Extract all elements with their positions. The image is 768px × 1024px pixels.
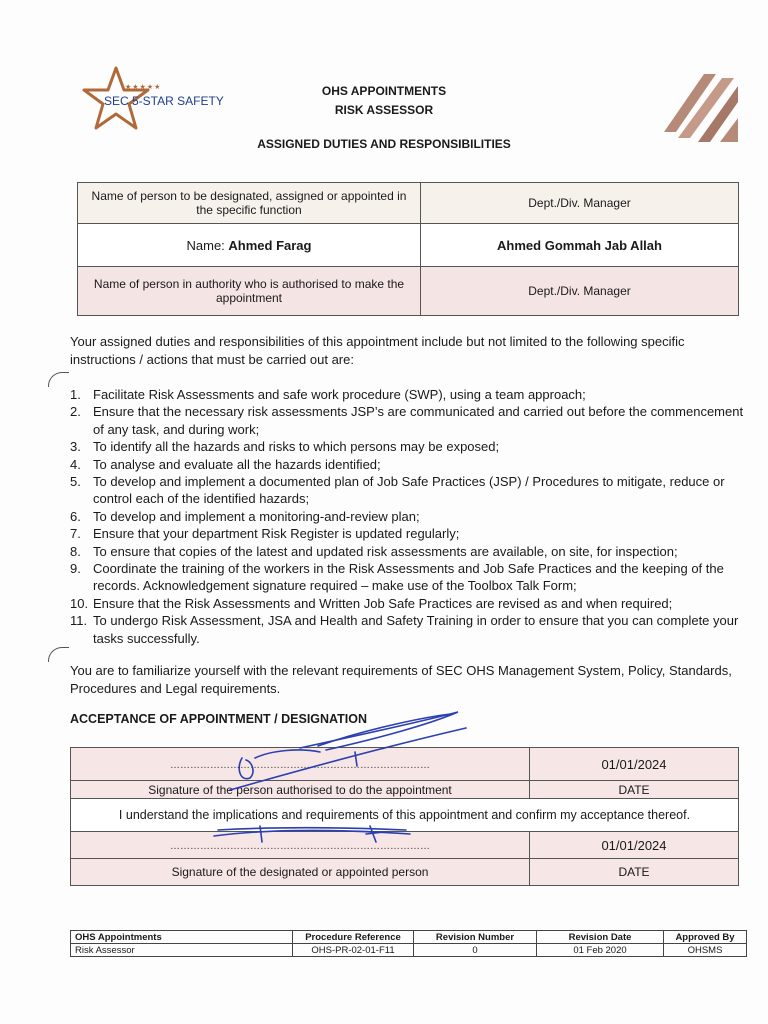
- duty-number: 1.: [70, 387, 81, 402]
- duty-number: 6.: [70, 508, 81, 524]
- duty-text: To develop and implement a monitoring-and-review plan;: [93, 508, 420, 524]
- authoriser-date: 01/01/2024: [530, 748, 739, 781]
- duty-item: [70, 508, 748, 525]
- authority-label: Name of person in authority who is authorised to make the appointment: [78, 267, 421, 316]
- duties-list: [70, 386, 748, 647]
- doc-subtitle: ASSIGNED DUTIES AND RESPONSIBILITIES: [257, 137, 511, 151]
- footer-value-cell: OHS-PR-02-01-F11: [293, 944, 414, 957]
- appointee-signature-label: Signature of the designated or appointed person: [71, 859, 530, 886]
- duty-number: 5.: [70, 474, 81, 490]
- familiarize-paragraph: You are to familiarize yourself with the relevant requirements of SEC OHS Management System, Policy, Standards, Procedures and Legal requirements.: [70, 663, 732, 696]
- corner-stripes-logo-icon: [664, 72, 738, 144]
- acceptance-heading: ACCEPTANCE OF APPOINTMENT / DESIGNATION: [70, 712, 367, 726]
- duty-item: [70, 525, 748, 542]
- footer-value-cell: 0: [414, 944, 537, 957]
- duty-text: Ensure that the Risk Assessments and Written Job Safe Practices are revised as and when required;: [93, 595, 673, 611]
- manager-name: Ahmed Gommah Jab Allah: [421, 224, 739, 267]
- date-label: DATE: [530, 859, 739, 886]
- footer-header-cell: Approved By: [664, 931, 747, 944]
- duty-text: To identify all the hazards and risks to which persons may be exposed;: [93, 439, 500, 455]
- logo-stars: ★★★★★: [125, 84, 162, 91]
- designated-name: Ahmed Farag: [228, 237, 312, 253]
- designated-name-cell: [78, 224, 421, 267]
- intro-paragraph: Your assigned duties and responsibilities of this appointment include but not limited to the following specific instructions / actions that must be carried out are:: [70, 334, 685, 367]
- designated-dept: Dept./Div. Manager: [421, 183, 739, 224]
- duty-number: 3.: [70, 439, 81, 455]
- appointment-table: [77, 182, 739, 316]
- footer-value-cell: OHSMS: [664, 944, 747, 957]
- duty-text: Coordinate the training of the workers in the Risk Assessments and Job Safe Practices and the keeping of the records. Acknowledgement signature required – make use of the Toolbox Talk Form;: [93, 561, 724, 594]
- date-label: DATE: [530, 781, 739, 799]
- doc-role: RISK ASSESSOR: [334, 103, 434, 117]
- authoriser-signature-label: Signature of the person authorised to do the appointment: [71, 781, 530, 799]
- duty-number: 10.: [70, 595, 89, 611]
- duty-text: To undergo Risk Assessment, JSA and Health and Safety Training in order to ensure that you can complete your tasks successfully.: [93, 613, 739, 646]
- appointee-signature-line: ……………………………………………………………………: [71, 832, 530, 859]
- duty-text: Ensure that your department Risk Register is updated regularly;: [93, 526, 460, 542]
- duty-text: Facilitate Risk Assessments and safe work procedure (SWP), using a team approach;: [93, 387, 586, 402]
- footer-header-cell: Revision Number: [414, 931, 537, 944]
- footer-value-cell: Risk Assessor: [71, 944, 293, 957]
- duty-item: [70, 403, 748, 438]
- duty-item: [70, 386, 748, 403]
- duty-number: 11.: [70, 613, 88, 629]
- duty-text: To analyse and evaluate all the hazards identified;: [93, 456, 381, 472]
- duty-item: [70, 595, 748, 612]
- footer-reference-table: [70, 930, 747, 957]
- authority-dept: Dept./Div. Manager: [421, 267, 739, 316]
- doc-title: OHS APPOINTMENTS: [321, 84, 447, 98]
- footer-header-cell: Revision Date: [537, 931, 664, 944]
- acceptance-statement: I understand the implications and requirements of this appointment and confirm my acceptance thereof.: [71, 799, 739, 832]
- designated-label: Name of person to be designated, assigned or appointed in the specific function: [78, 183, 421, 224]
- acceptance-table: [70, 747, 739, 886]
- duty-text: To ensure that copies of the latest and updated risk assessments are available, on site, for inspection;: [93, 543, 678, 559]
- logo-text: SEC 5-STAR SAFETY: [104, 94, 224, 108]
- scan-mark: [48, 647, 69, 662]
- duty-number: 8.: [70, 543, 81, 559]
- footer-header-cell: Procedure Reference: [293, 931, 414, 944]
- duty-item: [70, 560, 748, 595]
- authoriser-signature-line: ……………………………………………………………………: [71, 748, 530, 781]
- duty-text: To develop and implement a documented plan of Job Safe Practices (JSP) / Procedures to mitigate, reduce or control each of the identified hazards;: [93, 474, 725, 507]
- duty-number: 7.: [70, 526, 81, 542]
- duty-item: [70, 612, 748, 647]
- footer-header-cell: OHS Appointments: [71, 931, 293, 944]
- footer-value-cell: 01 Feb 2020: [537, 944, 664, 957]
- duty-item: [70, 438, 748, 455]
- scan-mark: [48, 372, 69, 387]
- duty-number: 9.: [70, 561, 81, 577]
- duty-item: [70, 456, 748, 473]
- name-label: Name:: [186, 237, 229, 253]
- duty-number: 2.: [70, 404, 81, 420]
- duty-text: Ensure that the necessary risk assessments JSP’s are communicated and carried out before the commencement of any task, and during work;: [93, 404, 744, 437]
- appointee-date: 01/01/2024: [530, 832, 739, 859]
- duty-item: [70, 543, 748, 560]
- duty-item: [70, 473, 748, 508]
- duty-number: 4.: [70, 456, 81, 472]
